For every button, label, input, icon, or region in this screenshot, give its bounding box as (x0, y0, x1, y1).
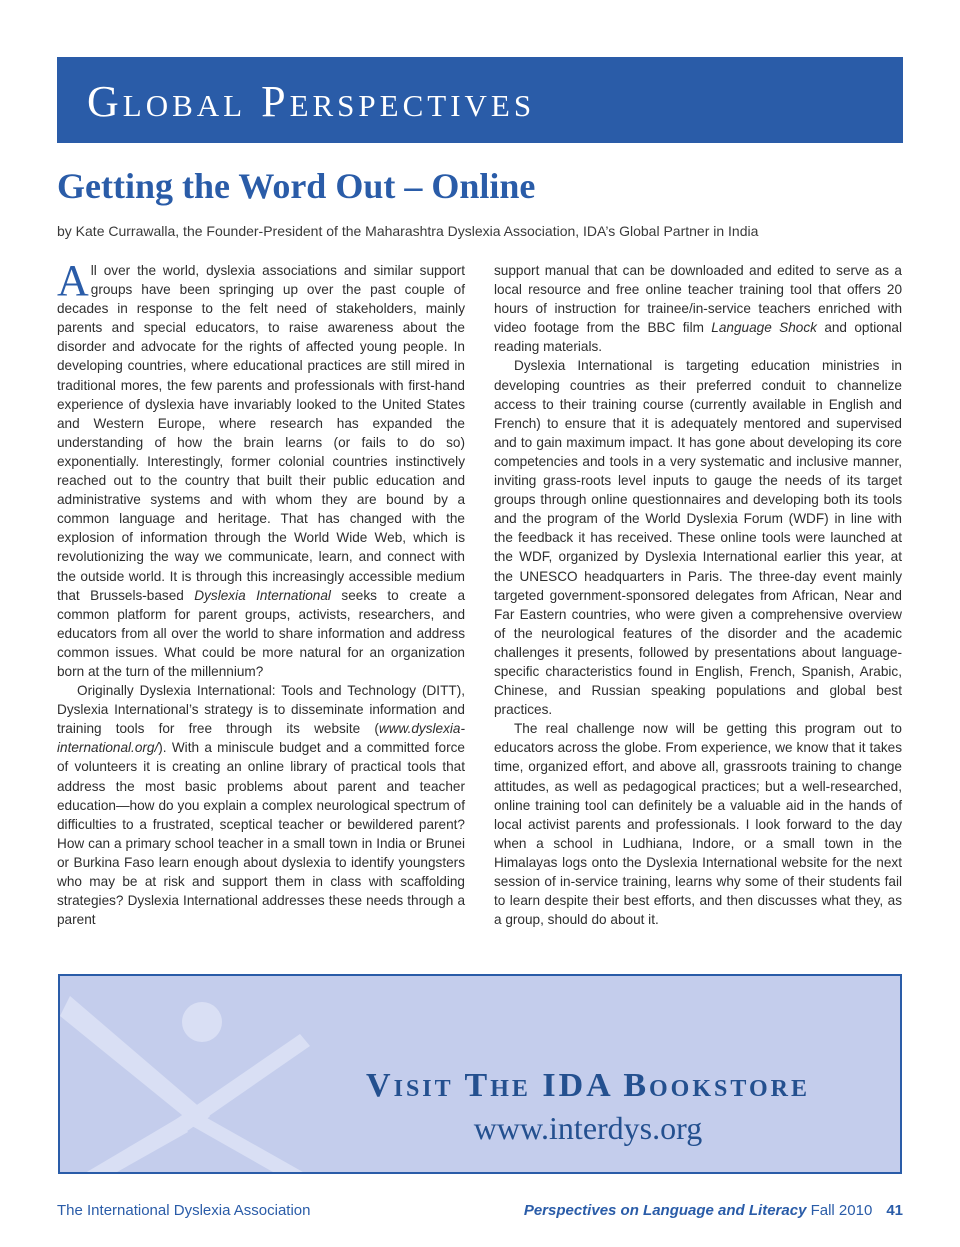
website-link[interactable]: www.dyslexia-international.org/ (57, 721, 465, 756)
paragraph: The real challenge now will be getting this program out to educators across the globe. From experience, we know that it takes time, organized effort, and above all, grassroots training to change attitudes, as well as pedagogical practices; but a well-researched, online training tool can definitely be a valuable aid in the hands of local activist parents and professionals. I look forward to the day when a school in Ludhiana, Indore, or a small town in the Himalayas logs onto the Dyslexia International website for the next session of in-service training, learns why some of their students fail to learn despite their best efforts, and then discusses what they, as a group, should do about it. (494, 721, 902, 928)
article-title: Getting the Word Out – Online (57, 166, 536, 206)
paragraph-text: support manual that can be downloaded and edited to serve as a local resource and free online teacher training tool that offers 20 hours of instruction for trainee/in-service teachers enriched with video footage from the BBC film (494, 263, 902, 336)
byline: by Kate Currawalla, the Founder-President of the Maharashtra Dyslexia Association, IDA’s Global Partner in India (57, 223, 759, 239)
organization-name: Dyslexia International (194, 587, 331, 603)
page-footer (57, 1200, 903, 1222)
bookstore-ad[interactable] (58, 974, 902, 1174)
ad-url-link[interactable]: www.interdys.org (473, 1110, 703, 1146)
section-banner (57, 57, 903, 143)
paragraph (57, 681, 465, 929)
drop-cap: A (57, 256, 89, 305)
issue-date: Fall 2010 (810, 1202, 873, 1219)
section-title: Global Perspectives (87, 77, 536, 126)
ad-title: Visit The IDA Bookstore (366, 1067, 810, 1104)
paragraph-text: ll over the world, dyslexia associations and similar support groups have been springing up over the past couple of decades in response to the felt need of stakeholders, mainly parents and special educators, to raise awareness about the disorder and advocate for the rights of affected young people. In developing countries, where educational practices are still mired in traditional mores, the few parents and professionals with first-hand experience of dyslexia have invariably looked to the United States and Western Europe, where research has expanded the understanding of how the brain learns (or fails to do so) exponentially. Interestingly, former colonial countries instinctively reached out to the country that built their public education and administrative systems and with whom they are bound by a common language and heritage. That has changed with the explosion of information through the World Wide Web, which is revolutionizing the way we communicate, learn, and connect with the outside world. It is through this increasingly accessible medium that Brussels-based (57, 263, 465, 603)
article-column-left (57, 256, 465, 929)
article-column-right (494, 261, 902, 929)
paragraph (494, 261, 902, 356)
film-title: Language Shock (711, 320, 817, 336)
paragraph-text: Originally Dyslexia International: Tools and Technology (DITT), Dyslexia International’s strategy is to disseminate information and training tools for free through its website ( (57, 683, 465, 737)
footer-organization: The International Dyslexia Association (57, 1202, 311, 1219)
figure-head (182, 1002, 222, 1042)
paragraph-text: seeks to create a common platform for parent groups, activists, researchers, and educators from all over the world to share information and address common issues. What could be more natural for an organization born at the turn of the millennium? (57, 587, 465, 679)
paragraph-text: ). With a miniscule budget and a committed force of volunteers it is creating an online library of practical tools that address the most basic problems about parent and teacher education—how do you explain a complex neurological spectrum of difficulties to a frustrated, sceptical teacher or bewildered parent? How can a primary school teacher in a small town in India or Brunei or Burkina Faso learn enough about dyslexia to identify youngsters who may be at risk and support them in class with scaffolding strategies? Dyslexia International addresses these needs through a parent (57, 740, 465, 928)
paragraph (57, 256, 465, 681)
figure-leg-left (80, 1118, 188, 1174)
paragraph-text: and optional reading materials. (494, 320, 902, 355)
page-number: 41 (886, 1202, 903, 1219)
paragraph: Dyslexia International is targeting education ministries in developing countries as their preferred conduit to channelize access to their training course (currently available in English and French) to ensure that it is adequately mentored and supervised and to gain maximum impact. It has gone about developing its core competencies and tools in a very systematic and inclusive manner, inviting grass-roots level inputs to gauge the needs of its target groups through online questionnaires and developing both its tools and the program of the World Dyslexia Forum (WDF) in line with the feedback it has received. These online tools were launched at the WDF, organized by Dyslexia International earlier this year, at the UNESCO headquarters in Paris. The three-day event mainly targeted government-sponsored delegates from African, Near and Far Eastern countries, who were given a comprehensive overview of the neurological features of the disorder and the academic challenges it presents, followed by presentations about language-specific characteristics found in English, French, Spanish, Arabic, Chinese, and Russian speaking populations and global best practices. (494, 358, 902, 718)
journal-title: Perspectives on Language and Literacy (523, 1202, 807, 1219)
footer-publication (524, 1200, 903, 1222)
